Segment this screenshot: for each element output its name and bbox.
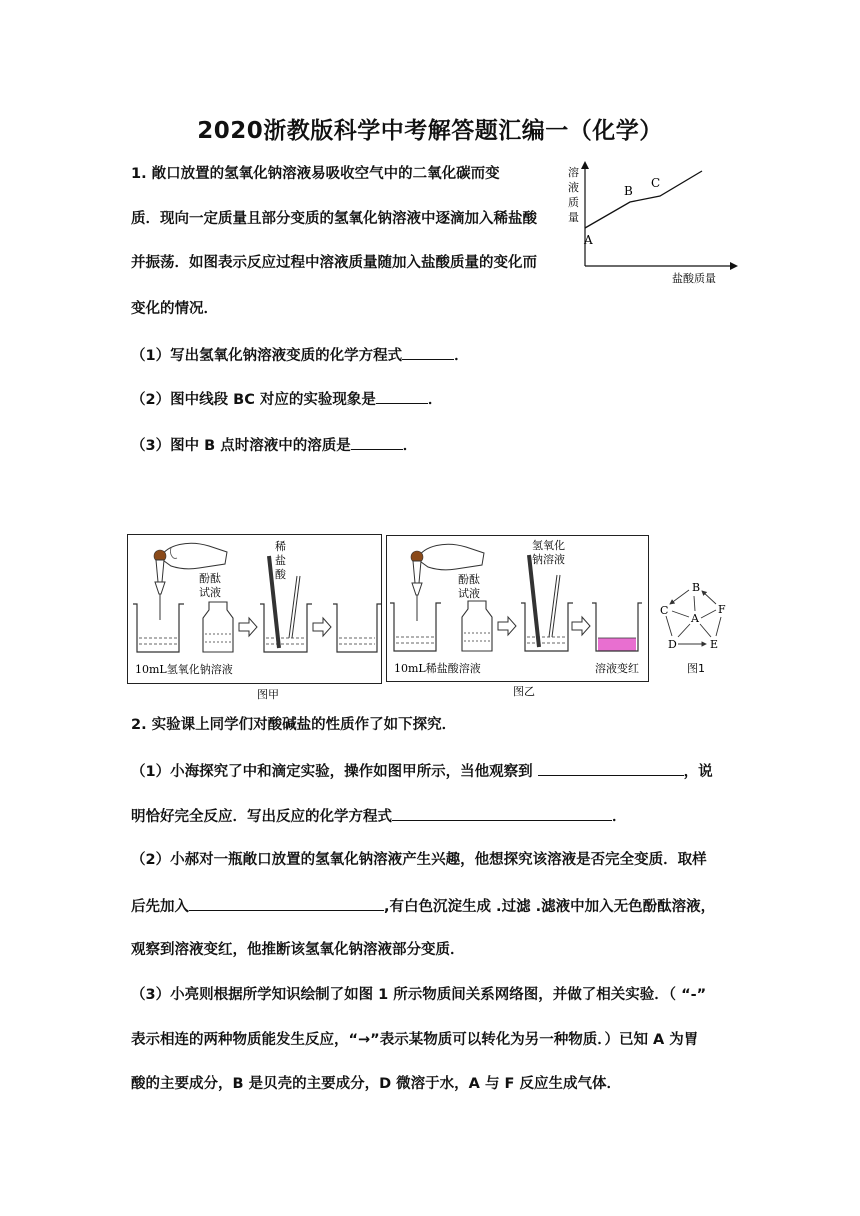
node-e: E — [710, 638, 719, 651]
answer-blank[interactable] — [538, 763, 684, 776]
label-phenolphthalein-1: 酚酞 — [199, 572, 221, 585]
caption-fig1: 图1 — [687, 662, 705, 675]
node-f: F — [718, 603, 726, 616]
graph-xlabel: 盐酸质量 — [672, 272, 716, 285]
graph-ylabel-3: 质 — [568, 196, 579, 209]
caption-yi: 图乙 — [513, 685, 535, 698]
q2-s1-line2-end: ． — [612, 809, 627, 825]
answer-blank[interactable] — [189, 898, 384, 911]
answer-blank[interactable] — [392, 808, 612, 821]
q1-line-3: 并振荡．如图表示反应过程中溶液质量随加入盐酸质量的变化而 — [131, 255, 537, 271]
q2-s1-line2-text: 明恰好完全反应．写出反应的化学方程式 — [131, 809, 392, 825]
q2-s2-line3: 观察到溶液变红，他推断该氢氧化钠溶液部分变质． — [131, 942, 465, 958]
answer-blank[interactable] — [402, 347, 454, 360]
q2-s2-line2-end: ,有白色沉淀生成 .过滤 .滤液中加入无色酚酞溶液， — [384, 899, 716, 915]
label-naoh-10ml: 10mL氢氧化钠溶液 — [135, 663, 233, 676]
q1-sub3 — [131, 437, 417, 454]
page-title: 2020浙教版科学中考解答题汇编一（化学） — [197, 118, 663, 144]
graph-point-a: A — [584, 233, 593, 247]
q2-s1-text: （1）小海探究了中和滴定实验，操作如图甲所示，当他观察到 — [131, 764, 533, 780]
q1-sub2 — [131, 391, 442, 408]
q2-s2-line2-text: 后先加入 — [131, 899, 189, 915]
graph-ylabel-2: 液 — [568, 181, 579, 194]
node-b: B — [692, 581, 701, 594]
q1-sub1 — [131, 347, 469, 364]
figure-1-network — [654, 574, 734, 678]
q1-line-4: 变化的情况． — [131, 301, 218, 317]
graph-ylabel-4: 量 — [568, 211, 579, 224]
answer-blank[interactable] — [376, 391, 428, 404]
label-acid-3: 酸 — [275, 568, 286, 581]
figure-jia — [127, 534, 383, 704]
label-phenolphthalein-1: 酚酞 — [458, 573, 480, 586]
q2-s3-line1: （3）小亮则根据所学知识绘制了如图 1 所示物质间关系网络图，并做了相关实验．（ “-” — [131, 987, 707, 1003]
q1-sub1-end: ． — [454, 348, 469, 364]
graph-ylabel-1: 溶 — [568, 166, 579, 179]
label-naoh-2: 钠溶液 — [532, 553, 565, 566]
node-d: D — [668, 638, 677, 651]
label-phenolphthalein-2: 试液 — [458, 587, 480, 600]
q2-s1-line1 — [131, 763, 713, 780]
q2-s3-line2: 表示相连的两种物质能发生反应，“→”表示某物质可以转化为另一种物质．）已知 A 为胃 — [131, 1032, 699, 1048]
q1-line-2: 质．现向一定质量且部分变质的氢氧化钠溶液中逐滴加入稀盐酸 — [131, 211, 537, 227]
q1-sub1-text: （1）写出氢氧化钠溶液变质的化学方程式 — [131, 348, 403, 364]
solution-mass-graph — [560, 158, 740, 288]
figure-yi — [386, 535, 652, 703]
node-a: A — [691, 612, 699, 625]
label-hcl-10ml: 10mL稀盐酸溶液 — [394, 662, 481, 675]
q1-sub3-end: ． — [402, 438, 418, 454]
label-acid-2: 盐 — [275, 554, 286, 567]
label-turns-red: 溶液变红 — [595, 662, 639, 675]
q2-s1-line2 — [131, 808, 627, 825]
q1-line-1: 1. 敞口放置的氢氧化钠溶液易吸收空气中的二氧化碳而变 — [131, 166, 500, 182]
node-c: C — [660, 604, 669, 617]
q2-s2-line1: （2）小郝对一瓶敞口放置的氢氧化钠溶液产生兴趣，他想探究该溶液是否完全变质．取样 — [131, 852, 707, 868]
q2-intro: 2. 实验课上同学们对酸碱盐的性质作了如下探究． — [131, 717, 457, 733]
answer-blank[interactable] — [351, 437, 403, 450]
q1-sub2-end: ． — [427, 392, 443, 408]
q2-s1-text-end: ，说 — [683, 764, 713, 780]
label-naoh-1: 氢氧化 — [532, 539, 565, 552]
q1-sub2-text: （2）图中线段 BC 对应的实验现象是 — [131, 392, 376, 408]
label-acid-1: 稀 — [275, 540, 286, 553]
label-phenolphthalein-2: 试液 — [199, 586, 221, 599]
graph-point-b: B — [624, 184, 633, 198]
q2-s3-line3: 酸的主要成分，B 是贝壳的主要成分，D 微溶于水，A 与 F 反应生成气体． — [131, 1076, 621, 1092]
caption-jia: 图甲 — [257, 688, 279, 701]
q2-s2-line2 — [131, 898, 715, 915]
q1-sub3-text: （3）图中 B 点时溶液中的溶质是 — [131, 438, 351, 454]
graph-point-c: C — [651, 176, 661, 190]
